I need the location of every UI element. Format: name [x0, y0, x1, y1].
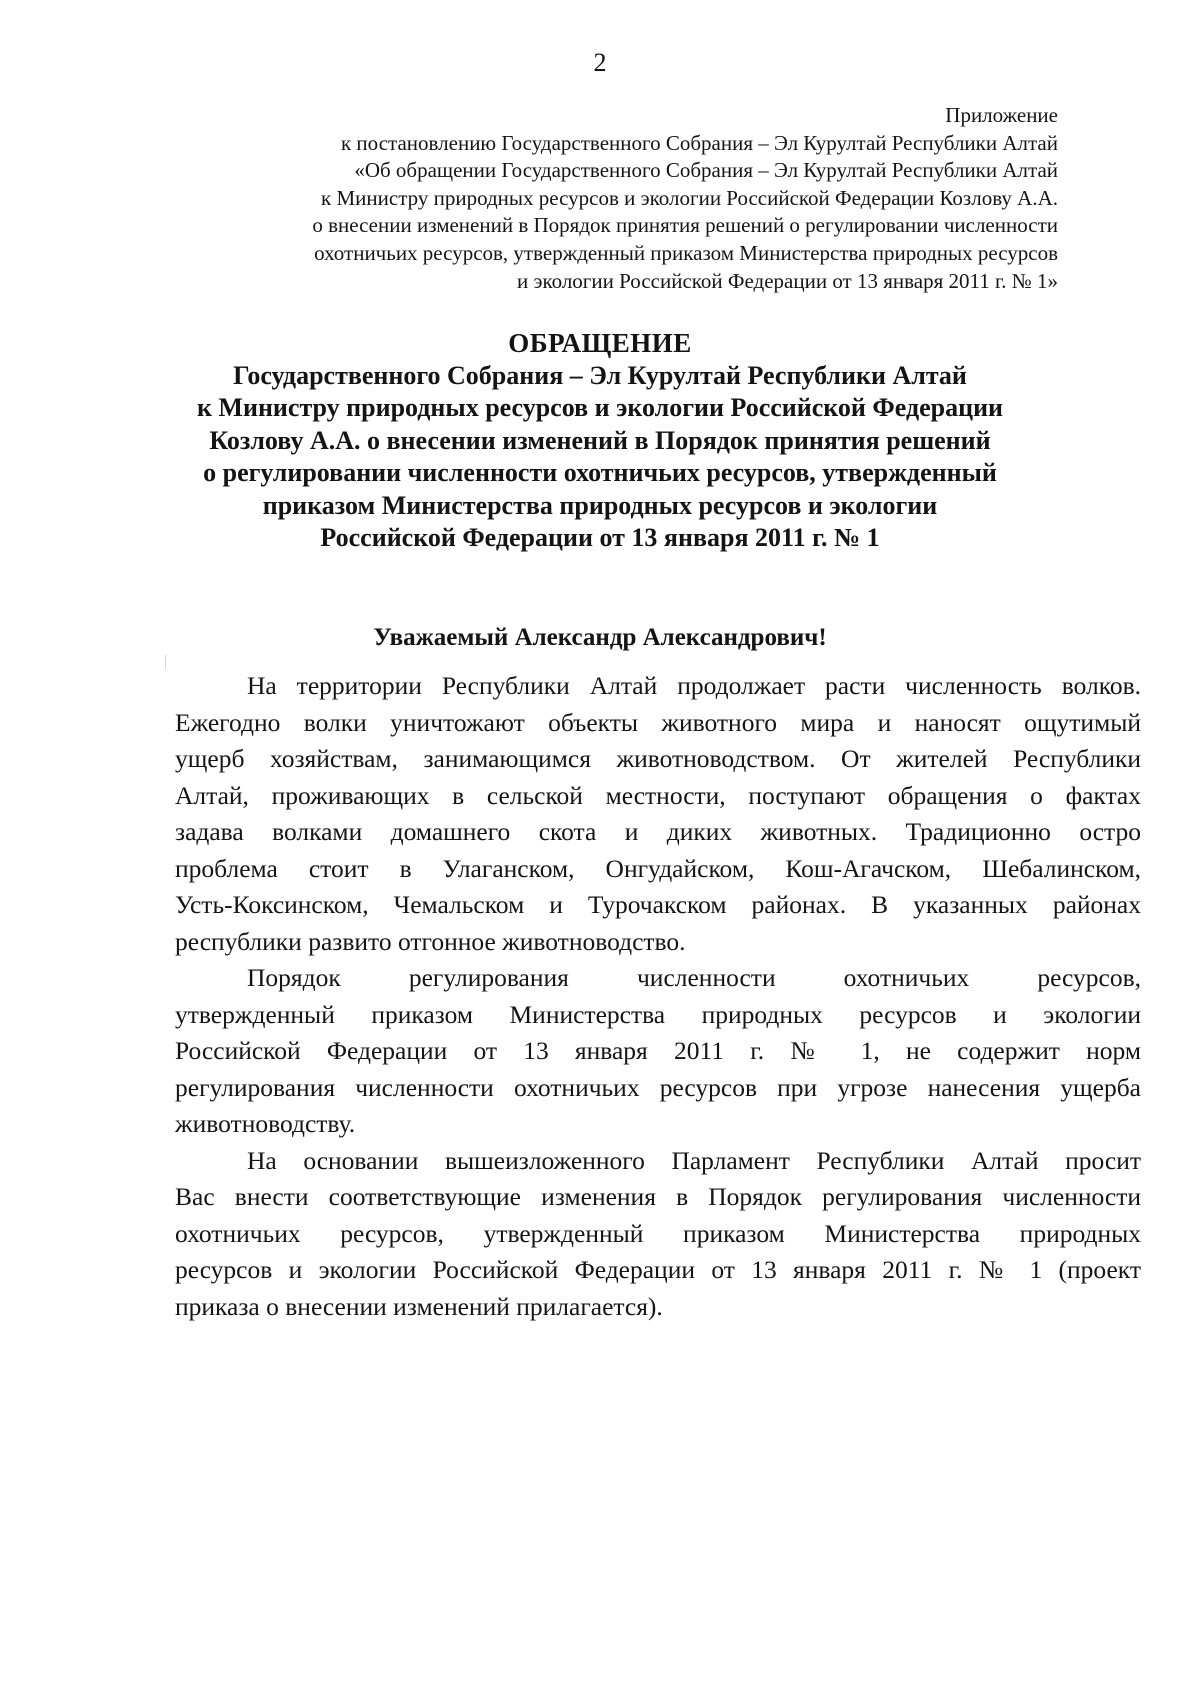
text-line: На территории Республики Алтай продолжает расти численность волков.: [247, 671, 1141, 700]
text-line: Усть-Коксинском, Чемальском и Турочакском районах. В указанных районах: [175, 890, 1141, 919]
appendix-line: о внесении изменений в Порядок принятия решений о регулировании численности: [312, 213, 1058, 238]
appendix-line: к постановлению Государственного Собрания – Эл Курултай Республики Алтай: [340, 130, 1058, 155]
appendix-line: «Об обращении Государственного Собрания – Эл Курултай Республики Алтай: [354, 158, 1058, 183]
paragraph-3: [175, 1143, 1141, 1326]
title-line: о регулировании численности охотничьих ресурсов, утвержденный: [203, 458, 997, 487]
text-line: Вас внести соответствующие изменения в Порядок регулирования численности: [175, 1182, 1141, 1211]
title-line: Козлову А.А. о внесении изменений в Порядок принятия решений: [209, 425, 991, 455]
appendix-header: [158, 102, 1058, 295]
paragraph-2: [175, 960, 1141, 1143]
paragraph-1: [175, 668, 1141, 960]
text-line: Алтай, проживающих в сельской местности, поступают обращения о фактах: [175, 780, 1141, 810]
title-line: Государственного Собрания – Эл Курултай Республики Алтай: [233, 360, 967, 390]
appendix-line: Приложение: [945, 103, 1058, 127]
salutation: Уважаемый Александр Александрович!: [373, 624, 827, 651]
appendix-line: и экологии Российской Федерации от 13 января 2011 г. № 1»: [516, 268, 1058, 293]
text-line: регулирования численности охотничьих ресурсов при угрозе нанесения ущерба: [175, 1072, 1141, 1102]
text-line: Порядок регулирования численности охотничьих ресурсов,: [247, 963, 1141, 992]
text-line: ущерб хозяйствам, занимающимся животноводством. От жителей Республики: [175, 744, 1141, 773]
title-line: Российской Федерации от 13 января 2011 г. № 1: [320, 523, 880, 552]
title-line: приказом Министерства природных ресурсов и экологии: [262, 490, 938, 520]
text-line: утвержденный приказом Министерства природных ресурсов и экологии: [175, 999, 1141, 1029]
scan-artifact: [165, 655, 166, 669]
document-title: [160, 327, 1040, 555]
text-line: животноводству.: [175, 1109, 356, 1138]
title-heading: ОБРАЩЕНИЕ: [508, 328, 692, 358]
text-line: Ежегодно волки уничтожают объекты животного мира и наносят ощутимый: [175, 707, 1141, 737]
text-line: На основании вышеизложенного Парламент Республики Алтай просит: [247, 1145, 1141, 1175]
appendix-line: к Министру природных ресурсов и экологии Российской Федерации Козлову А.А.: [321, 185, 1058, 210]
text-line: охотничьих ресурсов, утвержденный приказом Министерства природных: [175, 1218, 1141, 1248]
text-line: приказа о внесении изменений прилагается).: [175, 1291, 663, 1321]
body-text: [175, 668, 1141, 1325]
text-line: задава волками домашнего скота и диких животных. Традиционно остро: [175, 817, 1141, 846]
text-line: Российской Федерации от 13 января 2011 г. № 1, не содержит норм: [175, 1036, 1141, 1065]
title-line: к Министру природных ресурсов и экологии Российской Федерации: [196, 393, 1004, 422]
text-line: проблема стоит в Улаганском, Онгудайском, Кош-Агачском, Шебалинском,: [175, 853, 1141, 883]
page-number: 2: [593, 48, 607, 77]
text-line: республики развито отгонное животноводство.: [175, 926, 686, 956]
text-line: ресурсов и экологии Российской Федерации от 13 января 2011 г. № 1 (проект: [175, 1255, 1141, 1284]
appendix-line: охотничьих ресурсов, утвержденный приказом Министерства природных ресурсов: [314, 240, 1058, 265]
